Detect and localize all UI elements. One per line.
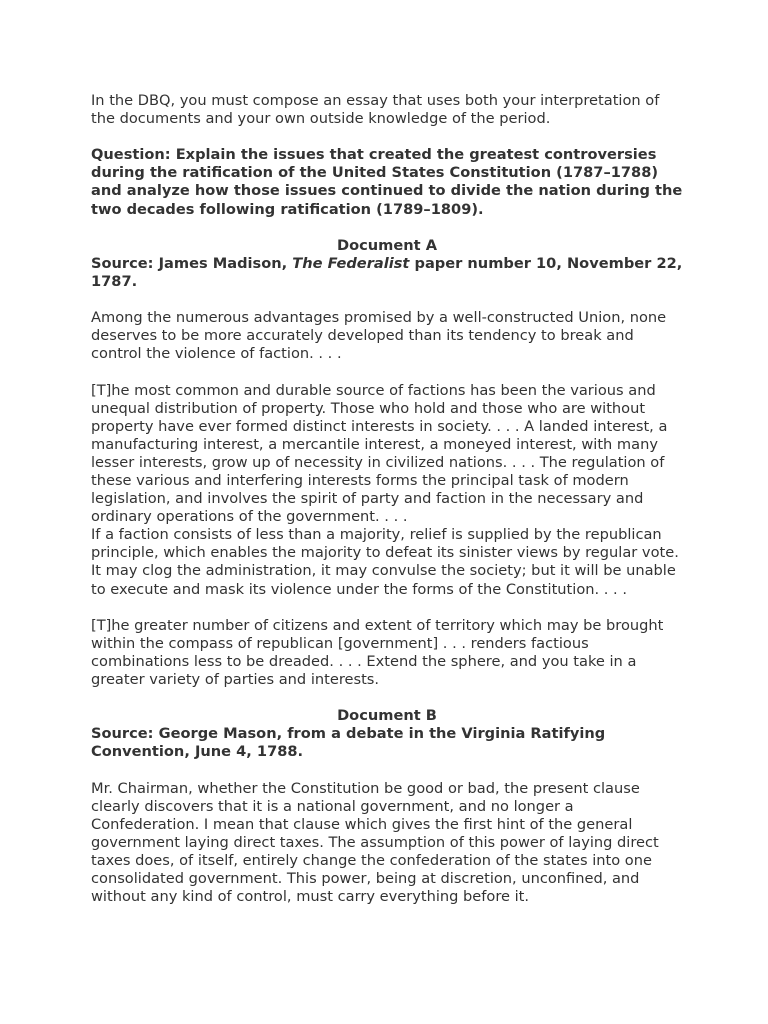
document-a-paragraph-1: Among the numerous advantages promised by a well-constructed Union, none deserves to be more accurately developed than its tendency to break and control the violence of faction. . . .: [91, 309, 667, 363]
question-paragraph: Question: Explain the issues that created the greatest controversies during the ratification of the United States Constitution (1787–1788) and analyze how those issues continued to divide the nation during the two decades following ratification (1789–1809).: [91, 146, 683, 218]
document-a-source-work: The Federalist: [292, 254, 410, 272]
document-b-paragraph-1: Mr. Chairman, whether the Constitution be good or bad, the present clause clearly discovers that it is a national government, and no longer a Confederation. I mean that clause which gives the first hint of the general government laying direct taxes. The assumption of this power of laying direct taxes does, of itself, entirely change the confederation of the states into one consolidated government. This power, being at discretion, unconfined, and without any kind of control, must carry everything before it.: [91, 779, 659, 906]
document-a-title: Document A: [336, 236, 438, 254]
document-a-source-prefix: Source: James Madison,: [91, 254, 293, 272]
document-b-source: Source: George Mason, from a debate in the Virginia Ratifying Convention, June 4, 1788.: [91, 725, 606, 761]
document-a-paragraph-4: [T]he greater number of citizens and extent of territory which may be brought within the compass of republican [government] . . . renders factious combinations less to be dreaded. . . . Extend the sphere, and you take in a greater variety of parties and interests.: [91, 616, 664, 688]
document-page: [91, 92, 683, 924]
document-a-source: [91, 255, 683, 291]
document-a-paragraph-2: [T]he most common and durable source of factions has been the various and unequal distribution of property. Those who hold and those who are without property have ever formed distinct interests in society. . . . A landed interest, a manufacturing interest, a mercantile interest, a moneyed interest, with many lesser interests, grow up of necessity in civilized nations. . . . The regulation of these various and interfering interests forms the principal task of modern legislation, and involves the spirit of party and faction in the necessary and ordinary operations of the government. . . .: [91, 381, 668, 526]
document-a-paragraph-3: If a faction consists of less than a majority, relief is supplied by the republican principle, which enables the majority to defeat its sinister views by regular vote. It may clog the administration, it may convulse the society; but it will be unable to execute and mask its violence under the forms of the Constitution. . . .: [91, 526, 679, 598]
document-a-source-suffix: paper number 10, November 22, 1787.: [91, 254, 683, 290]
document-b: [91, 707, 683, 906]
intro-paragraph: In the DBQ, you must compose an essay that uses both your interpretation of the documents and your own outside knowledge of the period.: [91, 92, 660, 128]
document-a: [91, 237, 683, 689]
document-b-title: Document B: [337, 707, 437, 725]
